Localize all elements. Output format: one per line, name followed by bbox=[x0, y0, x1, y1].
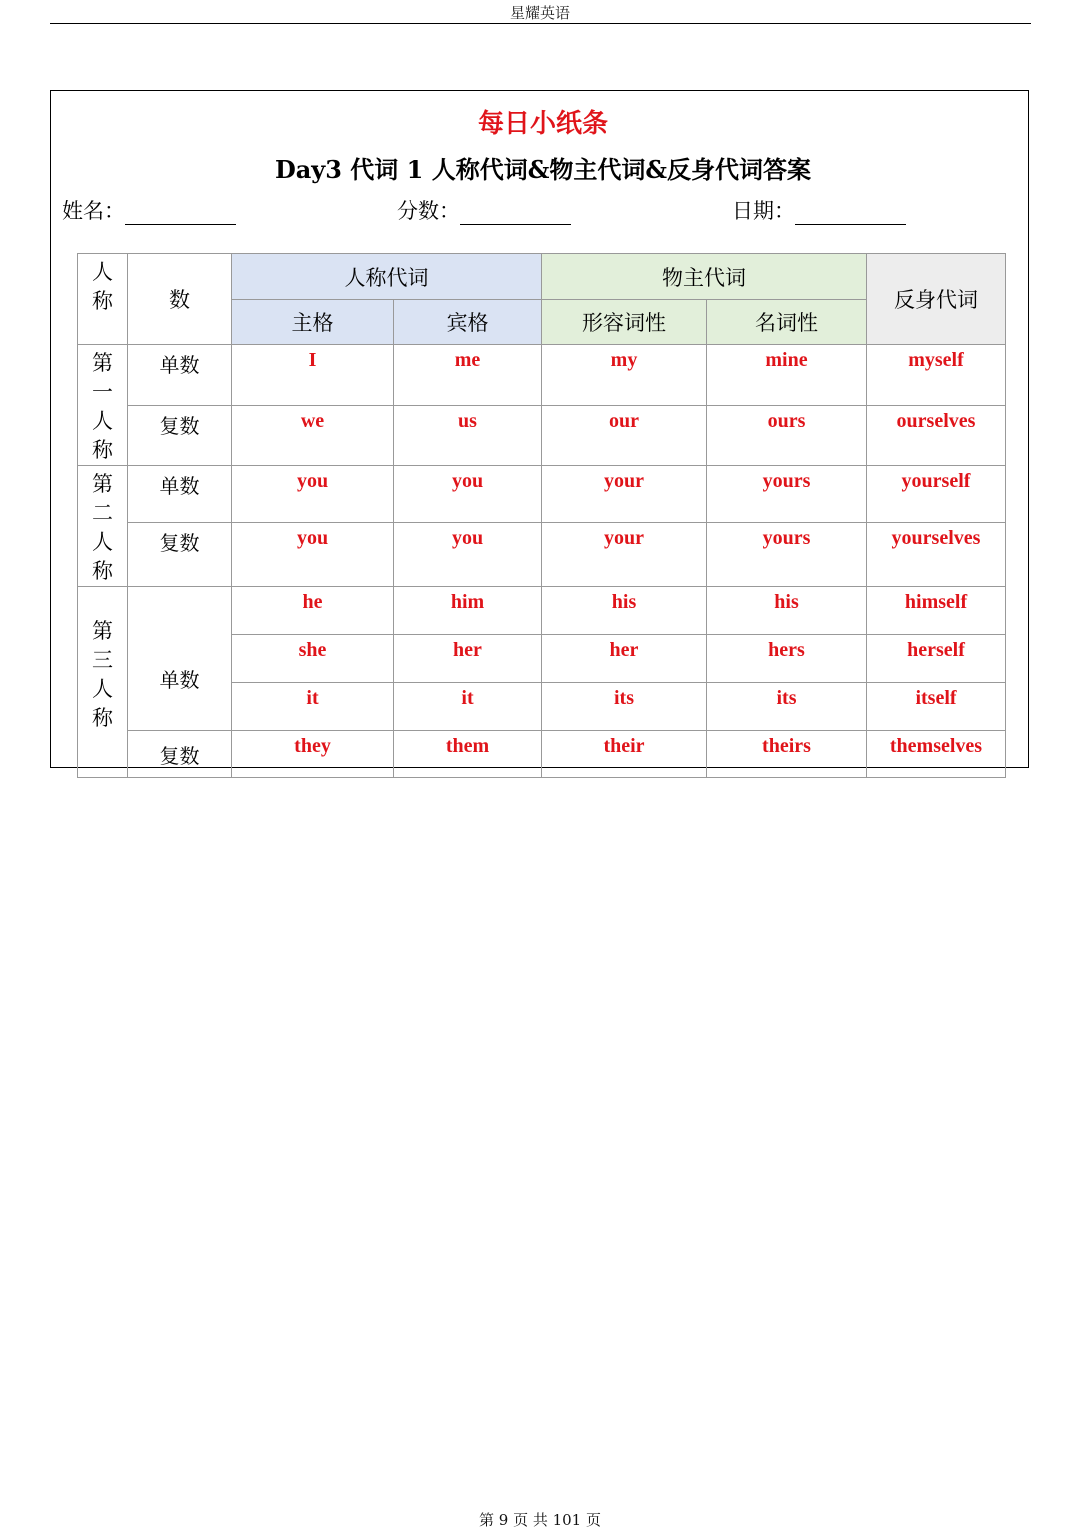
header-number: 数 bbox=[128, 254, 232, 345]
answer-cell: I bbox=[232, 345, 394, 406]
score-label: 分数： bbox=[397, 199, 460, 223]
name-label: 姓名： bbox=[62, 199, 125, 223]
number-label: 单数 bbox=[128, 587, 232, 731]
answer-cell: themselves bbox=[867, 731, 1006, 778]
answer-cell: they bbox=[232, 731, 394, 778]
header-subject: 主格 bbox=[232, 300, 394, 345]
label-first-person: 第 一 人 称 bbox=[78, 345, 128, 466]
page-header: 星耀英语 bbox=[509, 4, 570, 22]
answer-cell: it bbox=[394, 683, 542, 731]
label-third-person: 第 三 人 称 bbox=[78, 587, 128, 778]
answer-cell: yours bbox=[707, 523, 867, 587]
number-label: 复数 bbox=[128, 731, 232, 778]
page-footer: 第 9 页 共 101 页 bbox=[478, 1511, 601, 1529]
name-field bbox=[62, 195, 236, 225]
table-row bbox=[78, 405, 1006, 466]
table-row bbox=[78, 466, 1006, 523]
answer-cell: his bbox=[707, 587, 867, 635]
number-label: 复数 bbox=[128, 523, 232, 587]
answer-cell: her bbox=[542, 635, 707, 683]
answer-cell: himself bbox=[867, 587, 1006, 635]
header-possessive: 物主代词 bbox=[542, 254, 867, 300]
worksheet-title: 每日小纸条 bbox=[477, 109, 608, 139]
answer-cell: ours bbox=[707, 405, 867, 466]
answer-cell: theirs bbox=[707, 731, 867, 778]
answer-cell: he bbox=[232, 587, 394, 635]
answer-cell: him bbox=[394, 587, 542, 635]
table-row bbox=[78, 345, 1006, 406]
answer-cell: yourself bbox=[867, 466, 1006, 523]
answer-cell: my bbox=[542, 345, 707, 406]
answer-cell: her bbox=[394, 635, 542, 683]
table-row bbox=[78, 587, 1006, 635]
worksheet-subtitle: Day3 代词 1 人称代词&物主代词&反身代词答案 bbox=[274, 155, 812, 184]
answer-cell: yourselves bbox=[867, 523, 1006, 587]
date-field bbox=[732, 195, 906, 225]
label-second-person: 第 二 人 称 bbox=[78, 466, 128, 587]
answer-cell: we bbox=[232, 405, 394, 466]
answer-cell: you bbox=[394, 523, 542, 587]
answer-cell: you bbox=[394, 466, 542, 523]
answer-cell: its bbox=[542, 683, 707, 731]
header-object: 宾格 bbox=[394, 300, 542, 345]
answer-cell: his bbox=[542, 587, 707, 635]
answer-cell: it bbox=[232, 683, 394, 731]
date-label: 日期： bbox=[732, 199, 795, 223]
header-reflexive: 反身代词 bbox=[867, 254, 1006, 345]
answer-cell: their bbox=[542, 731, 707, 778]
answer-cell: its bbox=[707, 683, 867, 731]
answer-cell: us bbox=[394, 405, 542, 466]
header-personal: 人称代词 bbox=[232, 254, 542, 300]
answer-cell: you bbox=[232, 466, 394, 523]
table-row bbox=[78, 523, 1006, 587]
answer-cell: myself bbox=[867, 345, 1006, 406]
number-label: 单数 bbox=[128, 345, 232, 406]
date-blank[interactable] bbox=[795, 204, 906, 225]
answer-cell: you bbox=[232, 523, 394, 587]
answer-cell: mine bbox=[707, 345, 867, 406]
answer-cell: she bbox=[232, 635, 394, 683]
table-row bbox=[78, 731, 1006, 778]
header-rule bbox=[50, 23, 1031, 24]
score-blank[interactable] bbox=[460, 204, 571, 225]
answer-cell: itself bbox=[867, 683, 1006, 731]
answer-cell: them bbox=[394, 731, 542, 778]
answer-cell: your bbox=[542, 523, 707, 587]
answer-cell: hers bbox=[707, 635, 867, 683]
number-label: 单数 bbox=[128, 466, 232, 523]
score-field bbox=[397, 195, 571, 225]
header-noun: 名词性 bbox=[707, 300, 867, 345]
header-adjective: 形容词性 bbox=[542, 300, 707, 345]
answer-cell: me bbox=[394, 345, 542, 406]
number-label: 复数 bbox=[128, 405, 232, 466]
answer-cell: your bbox=[542, 466, 707, 523]
header-person: 人 称 bbox=[78, 254, 128, 345]
answer-cell: ourselves bbox=[867, 405, 1006, 466]
name-blank[interactable] bbox=[125, 204, 236, 225]
answer-cell: our bbox=[542, 405, 707, 466]
answer-cell: herself bbox=[867, 635, 1006, 683]
pronoun-table bbox=[77, 253, 1006, 778]
answer-cell: yours bbox=[707, 466, 867, 523]
